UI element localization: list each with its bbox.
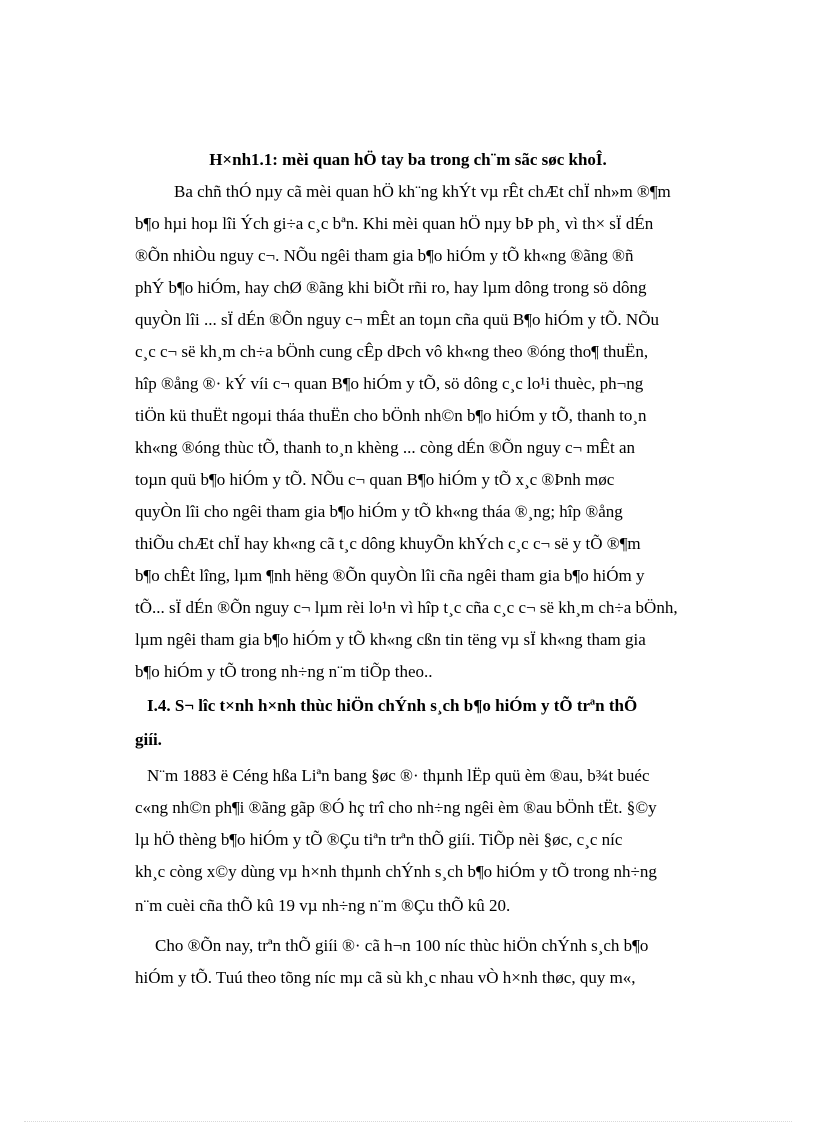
paragraph-1-line-7: hîp ®ång ®· kÝ víi c¬ quan B¶o hiÓm y tÕ, sö dông c¸c lo¹i thuèc, ph¬ng — [135, 374, 644, 393]
paragraph-1-line-13: b¶o chÊt lîng, lµm ¶nh hëng ®Õn quyÒn lîi cña ngêi tham gia b¶o hiÓm y — [135, 566, 645, 585]
paragraph-2-line-5: n¨m cuèi cña thÕ kû 19 vµ nh÷ng n¨m ®Çu thÕ kû 20. — [135, 896, 511, 915]
paragraph-1-line-16: b¶o hiÓm y tÕ trong nh÷ng n¨m tiÕp theo.. — [135, 662, 433, 681]
paragraph-1-line-10: toµn quü b¶o hiÓm y tÕ. NÕu c¬ quan B¶o hiÓm y tÕ x¸c ®Þnh møc — [135, 470, 615, 489]
paragraph-1-line-4: phÝ b¶o hiÓm, hay chØ ®ãng khi biÕt rñi ro, hay lµm dông trong sö dông — [135, 278, 647, 297]
paragraph-1-line-6: c¸c c¬ së kh¸m ch÷a bÖnh cung cÊp dÞch vô kh«ng theo ®óng tho¶ thuËn, — [135, 342, 649, 361]
paragraph-1-line-12: thiÕu chÆt chÏ hay kh«ng cã t¸c dông khuyÕn khÝch c¸c c¬ së y tÕ ®¶m — [135, 534, 641, 553]
paragraph-2-line-4: kh¸c còng x©y dùng vµ h×nh thµnh chÝnh s¸ch b¶o hiÓm y tÕ trong nh÷ng — [135, 862, 657, 881]
paragraph-1-line-2: b¶o hµi hoµ lîi Ých gi÷a c¸c bªn. Khi mèi quan hÖ nµy bÞ ph¸ vì th× sÏ dÉn — [135, 214, 654, 233]
figure-caption: H×nh1.1: mèi quan hÖ tay ba trong ch¨m sãc søc khoÎ. — [209, 150, 607, 169]
paragraph-1-line-9: kh«ng ®óng thùc tÕ, thanh to¸n khèng ... còng dÉn ®Õn nguy c¬ mÊt an — [135, 438, 636, 457]
paragraph-2-line-3: lµ hÖ thèng b¶o hiÓm y tÕ ®Çu tiªn trªn thÕ giíi. TiÕp nèi §øc, c¸c níc — [135, 830, 623, 849]
paragraph-1-line-1: Ba chñ thÓ nµy cã mèi quan hÖ kh¨ng khÝt vµ rÊt chÆt chÏ nh»m ®¶m — [174, 182, 671, 201]
paragraph-1-line-3: ®Õn nhiÒu nguy c¬. NÕu ngêi tham gia b¶o hiÓm y tÕ kh«ng ®ãng ®ñ — [135, 246, 634, 265]
section-heading-line-2: giíi. — [135, 730, 162, 749]
page-bottom-rule — [24, 1121, 792, 1122]
paragraph-3-line-2: hiÓm y tÕ. Tuú theo tõng níc mµ cã sù kh¸c nhau vÒ h×nh thøc, quy m«, — [135, 968, 636, 987]
section-heading-line-1: I.4. S¬ lîc t×nh h×nh thùc hiÖn chÝnh s¸ch b¶o hiÓm y tÕ trªn thÕ — [147, 696, 638, 715]
paragraph-1-line-5: quyÒn lîi ... sÏ dÉn ®Õn nguy c¬ mÊt an toµn cña quü B¶o hiÓm y tÕ. NÕu — [135, 310, 659, 329]
paragraph-2-line-2: c«ng nh©n ph¶i ®ãng gãp ®Ó hç trî cho nh÷ng ngêi èm ®au bÖnh tËt. §©y — [135, 798, 657, 817]
paragraph-3-line-1: Cho ®Õn nay, trªn thÕ giíi ®· cã h¬n 100 níc thùc hiÖn chÝnh s¸ch b¶o — [155, 936, 649, 955]
paragraph-1-line-14: tÕ... sÏ dÉn ®Õn nguy c¬ lµm rèi lo¹n vì hîp t¸c cña c¸c c¬ së kh¸m ch÷a bÖnh, — [135, 598, 678, 617]
paragraph-1-line-15: lµm ngêi tham gia b¶o hiÓm y tÕ kh«ng cßn tin tëng vµ sÏ kh«ng tham gia — [135, 630, 646, 649]
paragraph-2-line-1: N¨m 1883 ë Céng hßa Liªn bang §øc ®· thµnh lËp quü èm ®au, b¾t buéc — [147, 766, 650, 785]
paragraph-1-line-8: tiÖn kü thuËt ngoµi tháa thuËn cho bÖnh nh©n b¶o hiÓm y tÕ, thanh to¸n — [135, 406, 647, 425]
paragraph-1-line-11: quyÒn lîi cho ngêi tham gia b¶o hiÓm y tÕ kh«ng tháa ®¸ng; hîp ®ång — [135, 502, 623, 521]
